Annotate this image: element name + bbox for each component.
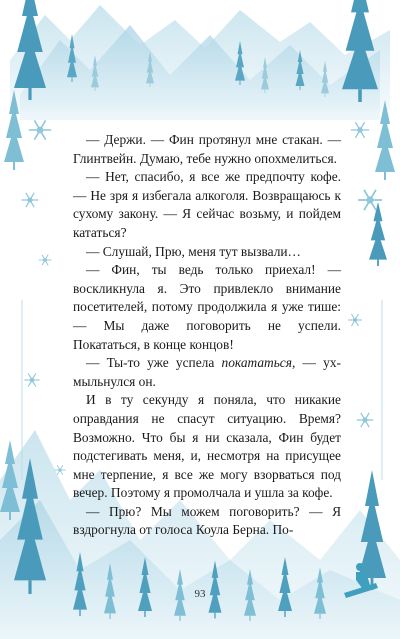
mountains-illustration (10, 5, 390, 120)
paragraph: — Слушай, Прю, меня тут вызвали… (86, 243, 301, 259)
italic-word: покататься, (221, 355, 296, 371)
paragraph (73, 354, 341, 391)
text-span: — ухмыльнулся он. (73, 355, 342, 389)
paragraph: И в ту секунду я поняла, что никакие оправдания не спасут ситуацию. Время? Возможно. Что бы я ни сказала, Фин будет подстегивать меня, и, несмотря на присущее мне терпение, я все же могу взорваться под вечер. Поэтому я промолчала и ушла за кофе. (73, 392, 341, 501)
paragraph: — Прю? Мы можем поговорить? — Я вздрогнула от голоса Коула Берна. По- (73, 503, 341, 538)
text-span: — Ты-то уже успела (86, 355, 222, 371)
page-number: 93 (194, 588, 206, 600)
page-text (73, 131, 341, 540)
paragraph: — Держи. — Фин протянул мне стакан. — Глинтвейн. Думаю, тебе нужно опохмелиться. (73, 132, 341, 166)
paragraph: — Фин, ты ведь только приехал! — воскликнула я. Это привлекло внимание посетителей, потому продолжила я уже тише: — Мы даже поговорить не успели. Покататься, в конце концов! (73, 262, 341, 352)
paragraph: — Нет, спасибо, я все же предпочту кофе. — Не зря я избегала алкоголя. Возвращаюсь к сухому закону. — Я сейчас возьму, и пойдем кататься? (73, 169, 341, 240)
